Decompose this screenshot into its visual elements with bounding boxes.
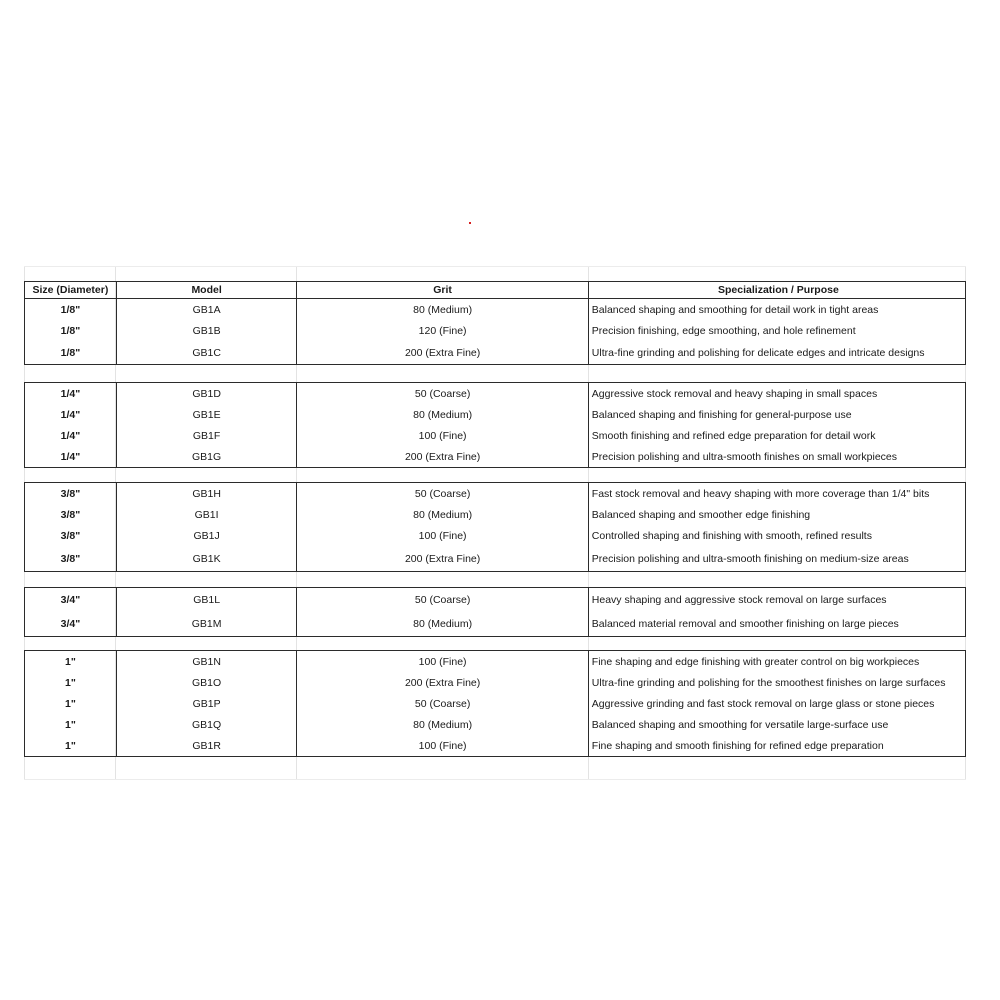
table-row xyxy=(25,299,965,320)
grit-cell[interactable]: 80 (Medium) xyxy=(296,299,587,320)
size-group xyxy=(24,382,966,468)
size-cell[interactable]: 1/8" xyxy=(60,303,81,316)
table-row xyxy=(25,383,965,404)
header-purpose[interactable]: Specialization / Purpose xyxy=(588,282,965,298)
table-row xyxy=(25,735,965,756)
table-body xyxy=(24,299,966,757)
purpose-cell[interactable]: Heavy shaping and aggressive stock removal on large surfaces xyxy=(588,588,965,612)
table-row xyxy=(25,320,965,342)
grit-cell[interactable]: 120 (Fine) xyxy=(296,320,587,342)
model-cell[interactable]: GB1L xyxy=(116,588,297,612)
model-cell[interactable]: GB1M xyxy=(116,612,297,636)
table-row xyxy=(25,483,965,504)
grit-cell[interactable]: 50 (Coarse) xyxy=(296,588,587,612)
table-row xyxy=(25,693,965,714)
size-group xyxy=(24,587,966,637)
header-grit[interactable]: Grit xyxy=(296,282,587,298)
size-cell[interactable]: 1/8" xyxy=(60,325,81,337)
purpose-cell[interactable]: Balanced shaping and smoothing for detail work in tight areas xyxy=(588,299,965,320)
size-cell[interactable]: 1" xyxy=(64,697,76,710)
table-row xyxy=(25,672,965,693)
size-cell[interactable]: 3/8" xyxy=(60,508,81,521)
size-group xyxy=(24,299,966,365)
header-size[interactable]: Size (Diameter) xyxy=(32,284,109,296)
group-spacer xyxy=(24,468,966,482)
purpose-cell[interactable]: Ultra-fine grinding and polishing for delicate edges and intricate designs xyxy=(588,342,965,364)
size-group xyxy=(24,482,966,572)
size-cell[interactable]: 1" xyxy=(64,655,76,668)
size-cell[interactable]: 3/8" xyxy=(60,553,81,565)
model-cell[interactable]: GB1J xyxy=(116,525,297,547)
size-cell[interactable]: 1" xyxy=(64,739,76,752)
size-cell[interactable]: 3/4" xyxy=(60,618,81,630)
purpose-cell[interactable]: Precision polishing and ultra-smooth finishing on medium-size areas xyxy=(588,547,965,571)
model-cell[interactable]: GB1E xyxy=(116,404,297,425)
grit-cell[interactable]: 100 (Fine) xyxy=(296,651,587,672)
header-row xyxy=(24,281,966,299)
purpose-cell[interactable]: Fine shaping and edge finishing with greater control on big workpieces xyxy=(588,651,965,672)
table-row xyxy=(25,425,965,446)
grit-cell[interactable]: 100 (Fine) xyxy=(296,735,587,756)
model-cell[interactable]: GB1C xyxy=(116,342,297,364)
grit-cell[interactable]: 50 (Coarse) xyxy=(296,383,587,404)
table-row xyxy=(25,404,965,425)
grit-cell[interactable]: 80 (Medium) xyxy=(296,404,587,425)
purpose-cell[interactable]: Smooth finishing and refined edge preparation for detail work xyxy=(588,425,965,446)
size-cell[interactable]: 1/4" xyxy=(60,387,81,400)
size-cell[interactable]: 1/4" xyxy=(60,408,81,421)
size-cell[interactable]: 3/8" xyxy=(60,530,81,542)
purpose-cell[interactable]: Balanced shaping and finishing for general-purpose use xyxy=(588,404,965,425)
model-cell[interactable]: GB1I xyxy=(116,504,297,525)
table-row xyxy=(25,547,965,571)
size-cell[interactable]: 1" xyxy=(64,718,76,731)
purpose-cell[interactable]: Precision finishing, edge smoothing, and hole refinement xyxy=(588,320,965,342)
spec-table xyxy=(24,281,966,757)
purpose-cell[interactable]: Aggressive grinding and fast stock removal on large glass or stone pieces xyxy=(588,693,965,714)
grit-cell[interactable]: 100 (Fine) xyxy=(296,525,587,547)
table-row xyxy=(25,612,965,636)
grit-cell[interactable]: 200 (Extra Fine) xyxy=(296,672,587,693)
model-cell[interactable]: GB1R xyxy=(116,735,297,756)
purpose-cell[interactable]: Aggressive stock removal and heavy shaping in small spaces xyxy=(588,383,965,404)
table-row xyxy=(25,446,965,467)
model-cell[interactable]: GB1O xyxy=(116,672,297,693)
model-cell[interactable]: GB1Q xyxy=(116,714,297,735)
model-cell[interactable]: GB1D xyxy=(116,383,297,404)
grit-cell[interactable]: 80 (Medium) xyxy=(296,612,587,636)
red-mark xyxy=(469,222,471,224)
grit-cell[interactable]: 80 (Medium) xyxy=(296,714,587,735)
purpose-cell[interactable]: Controlled shaping and finishing with smooth, refined results xyxy=(588,525,965,547)
grit-cell[interactable]: 50 (Coarse) xyxy=(296,483,587,504)
group-spacer xyxy=(24,572,966,587)
size-cell[interactable]: 3/8" xyxy=(60,487,81,500)
model-cell[interactable]: GB1F xyxy=(116,425,297,446)
size-cell[interactable]: 1/8" xyxy=(60,347,81,359)
size-cell[interactable]: 1/4" xyxy=(60,450,81,463)
model-cell[interactable]: GB1N xyxy=(116,651,297,672)
group-spacer xyxy=(24,637,966,650)
model-cell[interactable]: GB1H xyxy=(116,483,297,504)
purpose-cell[interactable]: Balanced shaping and smoother edge finishing xyxy=(588,504,965,525)
size-cell[interactable]: 1" xyxy=(64,676,76,689)
grit-cell[interactable]: 80 (Medium) xyxy=(296,504,587,525)
model-cell[interactable]: GB1K xyxy=(116,547,297,571)
size-group xyxy=(24,650,966,757)
size-cell[interactable]: 1/4" xyxy=(60,429,81,442)
purpose-cell[interactable]: Fast stock removal and heavy shaping with more coverage than 1/4" bits xyxy=(588,483,965,504)
purpose-cell[interactable]: Fine shaping and smooth finishing for refined edge preparation xyxy=(588,735,965,756)
table-row xyxy=(25,714,965,735)
header-model[interactable]: Model xyxy=(116,282,297,298)
grit-cell[interactable]: 100 (Fine) xyxy=(296,425,587,446)
table-row xyxy=(25,525,965,547)
size-cell[interactable]: 3/4" xyxy=(60,594,81,606)
grit-cell[interactable]: 50 (Coarse) xyxy=(296,693,587,714)
purpose-cell[interactable]: Precision polishing and ultra-smooth finishes on small workpieces xyxy=(588,446,965,467)
table-row xyxy=(25,504,965,525)
model-cell[interactable]: GB1A xyxy=(116,299,297,320)
grit-cell[interactable]: 200 (Extra Fine) xyxy=(296,342,587,364)
model-cell[interactable]: GB1G xyxy=(116,446,297,467)
purpose-cell[interactable]: Ultra-fine grinding and polishing for the smoothest finishes on large surfaces xyxy=(588,672,965,693)
purpose-cell[interactable]: Balanced shaping and smoothing for versatile large-surface use xyxy=(588,714,965,735)
table-row xyxy=(25,588,965,612)
model-cell[interactable]: GB1B xyxy=(116,320,297,342)
model-cell[interactable]: GB1P xyxy=(116,693,297,714)
table-row xyxy=(25,342,965,364)
purpose-cell[interactable]: Balanced material removal and smoother finishing on large pieces xyxy=(588,612,965,636)
group-spacer xyxy=(24,365,966,382)
grit-cell[interactable]: 200 (Extra Fine) xyxy=(296,547,587,571)
grit-cell[interactable]: 200 (Extra Fine) xyxy=(296,446,587,467)
table-row xyxy=(25,651,965,672)
